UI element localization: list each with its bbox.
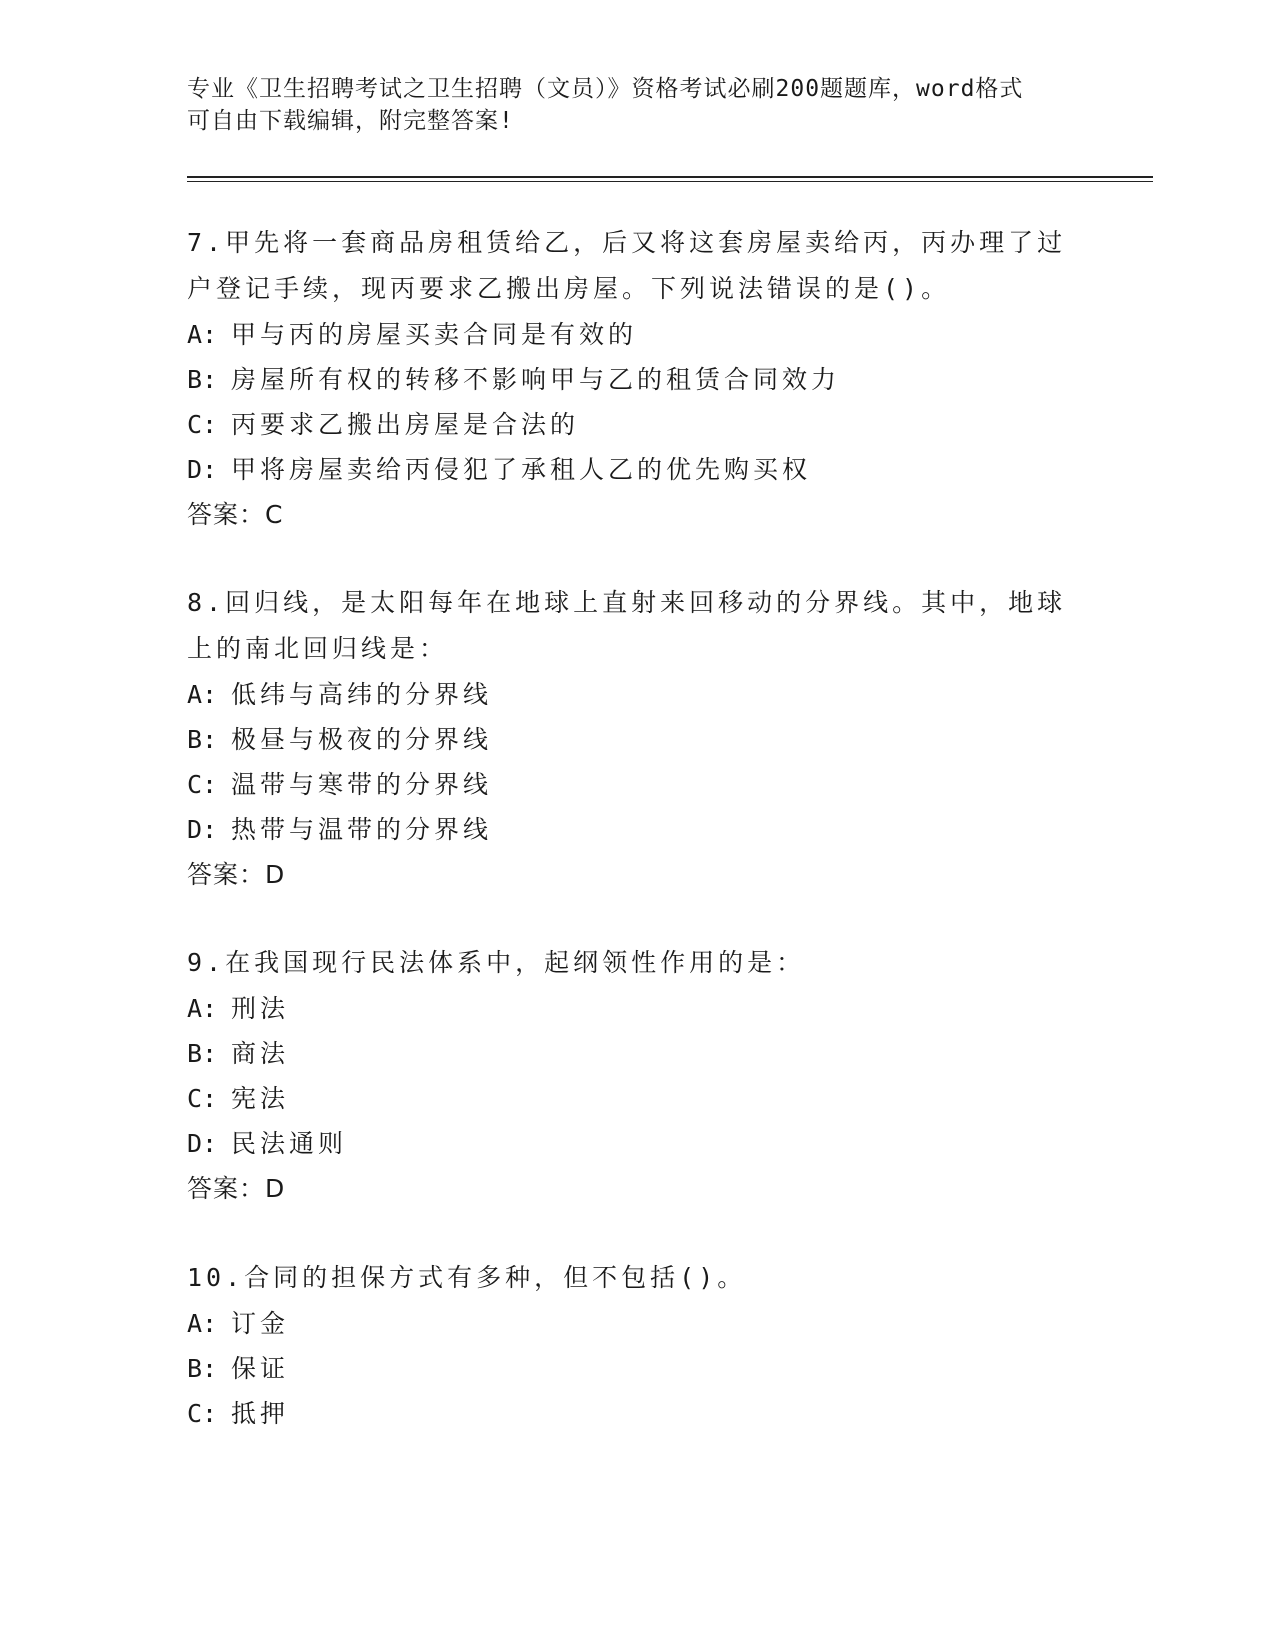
option-text: 房屋所有权的转移不影响甲与乙的租赁合同效力 [231,365,841,394]
option-text: 甲与丙的房屋买卖合同是有效的 [231,320,638,349]
option-b [187,1031,1067,1076]
option-text: 丙要求乙搬出房屋是合法的 [231,410,580,439]
question-stem: 8.回归线，是太阳每年在地球上直射来回移动的分界线。其中，地球上的南北回归线是： [187,588,1067,663]
option-c [187,1391,1067,1436]
option-key: A: [187,1309,218,1338]
option-text: 温带与寒带的分界线 [231,770,493,799]
question-7 [187,220,1067,538]
option-b [187,357,1067,402]
header-divider-thin [187,181,1153,182]
option-key: C: [187,770,218,799]
answer-line: 答案：D [187,860,286,889]
option-text: 刑法 [231,994,290,1023]
option-d [187,807,1067,852]
document-header [187,73,1067,137]
option-text: 低纬与高纬的分界线 [231,680,493,709]
option-text: 宪法 [231,1084,290,1113]
header-divider-thick [187,176,1153,178]
option-key: A: [187,994,218,1023]
option-b [187,1346,1067,1391]
option-key: D: [187,455,218,484]
option-text: 甲将房屋卖给丙侵犯了承租人乙的优先购买权 [231,455,812,484]
option-a [187,312,1067,357]
question-stem: 10.合同的担保方式有多种，但不包括()。 [187,1263,747,1292]
question-10 [187,1255,1067,1436]
option-text: 极昼与极夜的分界线 [231,725,493,754]
option-key: A: [187,680,218,709]
option-key: B: [187,725,218,754]
option-key: C: [187,410,218,439]
question-stem: 7.甲先将一套商品房租赁给乙，后又将这套房屋卖给丙，丙办理了过户登记手续，现丙要求乙搬出房屋。下列说法错误的是()。 [187,228,1067,303]
option-key: B: [187,1354,218,1383]
answer-line: 答案：C [187,500,284,529]
option-key: B: [187,365,218,394]
option-c [187,1076,1067,1121]
question-8 [187,580,1067,898]
option-a [187,672,1067,717]
option-text: 商法 [231,1039,290,1068]
option-key: D: [187,1129,218,1158]
option-text: 民法通则 [231,1129,348,1158]
option-key: A: [187,320,218,349]
option-d [187,447,1067,492]
option-text: 抵押 [231,1399,290,1428]
option-key: C: [187,1399,218,1428]
option-text: 保证 [231,1354,290,1383]
option-a [187,1301,1067,1346]
question-stem: 9.在我国现行民法体系中，起纲领性作用的是： [187,948,806,977]
header-line-1: 专业《卫生招聘考试之卫生招聘（文员）》资格考试必刷200题题库，word格式 [187,76,1024,102]
answer-line: 答案：D [187,1174,286,1203]
option-key: B: [187,1039,218,1068]
option-key: C: [187,1084,218,1113]
option-a [187,986,1067,1031]
option-d [187,1121,1067,1166]
option-b [187,717,1067,762]
option-text: 订金 [231,1309,290,1338]
question-9 [187,940,1067,1212]
header-line-2: 可自由下载编辑，附完整答案! [187,108,514,134]
option-c [187,762,1067,807]
option-key: D: [187,815,218,844]
option-c [187,402,1067,447]
option-text: 热带与温带的分界线 [231,815,493,844]
